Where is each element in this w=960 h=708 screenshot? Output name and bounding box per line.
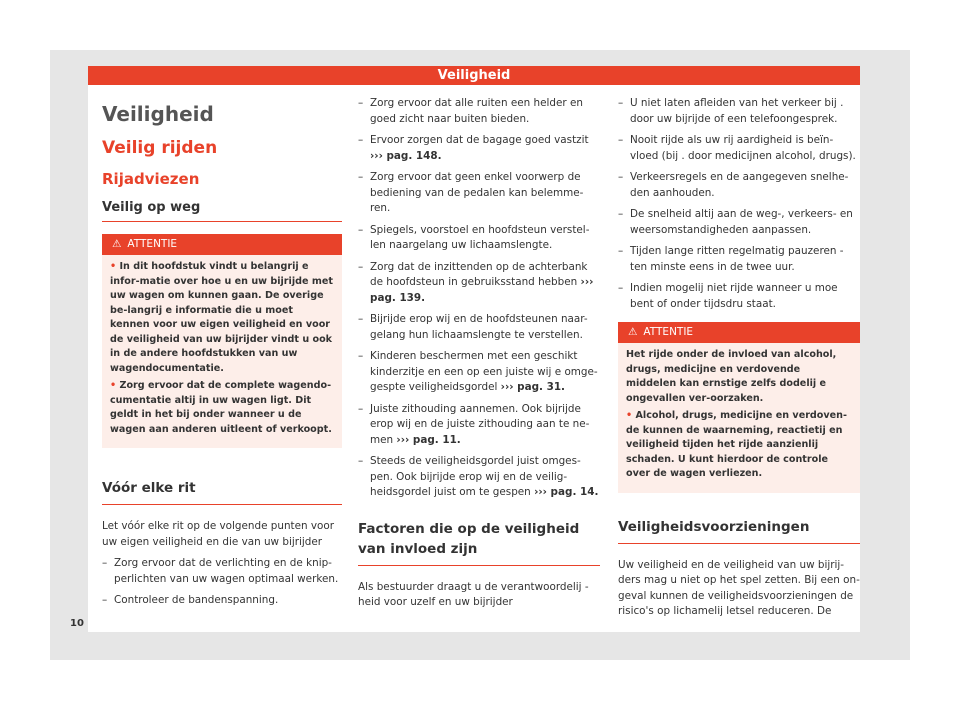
list-item: – Tijden lange ritten regelmatig pauzeren - ten minste eens in de twee uur. [618, 244, 860, 275]
body-paragraph: Uw veiligheid en de veiligheid van uw bijrij-ders mag u niet op het spel zetten. Bij een on-geval kunnen de veiligheidsvoorzieningen de risico's op lichamelij letsel reduceren. De [618, 558, 860, 617]
bullet-dot-icon: • [110, 261, 117, 272]
list-item: – Indien mogelij niet rijde wanneer u moe bent of onder tijdsdru staat. [618, 281, 860, 312]
page-reference-link[interactable]: ››› pag. 11. [396, 433, 461, 446]
list-item: – Nooit rijde als uw rij aardigheid is beïn-vloed (bij . door medicijnen alcohol, drugs). [618, 133, 860, 164]
warning-triangle-icon: ⚠ [112, 238, 122, 250]
list-item: – Zorg ervoor dat geen enkel voorwerp de bediening van de pedalen kan belemme-ren. [358, 170, 600, 217]
page-reference-link[interactable]: ››› pag. 14. [534, 486, 599, 498]
list-item: – Juiste zithouding aannemen. Ook bijrijde erop wij en de juiste zithouding aan te ne-men ››› pag. 11. [358, 402, 600, 449]
warning-triangle-icon: ⚠ [628, 326, 638, 338]
list-item: – Zorg dat de inzittenden op de achterbank de hoofdsteun in gebruiksstand hebben ››› pag. 139. [358, 260, 600, 307]
attention-body [102, 255, 342, 448]
section-heading-veiligheidsvoorzieningen: Veiligheidsvoorzieningen [618, 517, 860, 544]
attention-item: • Alcohol, drugs, medicijne en verdoven-de kunnen de waarneming, reactietij en veiligheid tijden het rijde aanzienlij schaden. U kunt hierdoor de controle over de wagen verliezen. [626, 410, 847, 479]
checklist [358, 96, 600, 501]
chapter-banner: Veiligheid [88, 66, 860, 85]
list-item: – Zorg ervoor dat de verlichting en de knip-perlichten van uw wagen optimaal werken. [102, 556, 342, 587]
attention-item: • Zorg ervoor dat de complete wagendo-cumentatie altij in uw wagen ligt. Dit geldt in het bij onder wanneer u de wagen aan anderen uitleent of verkoopt. [110, 380, 332, 435]
attention-box [618, 322, 860, 493]
attention-item: • In dit hoofdstuk vindt u belangrij e infor-matie over hoe u en uw bijrijde met uw wagen om kunnen gaan. De overige be-langrij e informatie die u moet kennen voor uw eigen veiligheid en voor de veiligheid van uw bijrijder vindt u ook in de andere hoofdstukken van uw wagendocumentatie. [110, 261, 333, 374]
list-item: – Verkeersregels en de aangegeven snelhe-den aanhouden. [618, 170, 860, 201]
subsection-title: Veilig op weg [102, 200, 342, 222]
checklist [618, 96, 860, 312]
list-item: – Kinderen beschermen met een geschikt kinderzitje en een op een juiste wij e omge-gespte veiligheidsgordel ››› pag. 31. [358, 349, 600, 396]
page-number: 10 [70, 618, 84, 629]
page-reference-link[interactable]: ››› pag. 139. [370, 276, 594, 304]
list-item: – De snelheid altij aan de weg-, verkeers- en weersomstandigheden aanpassen. [618, 207, 860, 238]
list-item: – Ervoor zorgen dat de bagage goed vastzit ››› pag. 148. [358, 133, 600, 164]
column-middle [358, 96, 600, 617]
list-item: – U niet laten afleiden van het verkeer bij . door uw bijrijde of een telefoongesprek. [618, 96, 860, 127]
attention-header [102, 234, 342, 255]
attention-header [618, 322, 860, 343]
attention-body [618, 343, 860, 493]
column-left [102, 96, 342, 615]
column-right [618, 96, 860, 626]
intro-paragraph: Let vóór elke rit op de volgende punten voor uw eigen veiligheid en die van uw bijrijder [102, 520, 335, 548]
section-heading-voor-elke-rit: Vóór elke rit [102, 478, 342, 505]
attention-intro: Het rijde onder de invloed van alcohol, drugs, medicijne en verdovende middelen kan ernstige zelfs dodelij e ongevallen ver-oorzaken. [626, 349, 837, 404]
body-paragraph: Als bestuurder draagt u de verantwoordelij -heid voor uzelf en uw bijrijder [358, 580, 589, 608]
chapter-title: Veilig rijden [102, 138, 218, 158]
section-title: Rijadviezen [102, 170, 200, 188]
bullet-dot-icon: • [626, 410, 633, 421]
checklist [102, 556, 342, 609]
list-item: – Spiegels, voorstoel en hoofdsteun verstel-len naargelang uw lichaamslengte. [358, 223, 600, 254]
page-title: Veiligheid [102, 102, 214, 126]
attention-label: ATTENTIE [643, 326, 694, 338]
list-item: – Controleer de bandenspanning. [102, 593, 342, 609]
list-item: – Bijrijde erop wij en de hoofdsteunen naar-gelang hun lichaamslengte te verstellen. [358, 312, 600, 343]
attention-label: ATTENTIE [127, 238, 178, 250]
bullet-dot-icon: • [110, 380, 117, 391]
attention-box [102, 234, 342, 448]
list-item: – Steeds de veiligheidsgordel juist omges-pen. Ook bijrijde erop wij en de veilig-heidsgordel juist om te gespen ››› pag. 14. [358, 454, 600, 501]
section-heading-factoren: Factoren die op de veiligheid van invloed zijn [358, 519, 600, 566]
page-reference-link[interactable]: ››› pag. 148. [370, 149, 442, 162]
page-reference-link[interactable]: ››› pag. 31. [500, 381, 565, 393]
list-item: – Zorg ervoor dat alle ruiten een helder en goed zicht naar buiten bieden. [358, 96, 600, 127]
